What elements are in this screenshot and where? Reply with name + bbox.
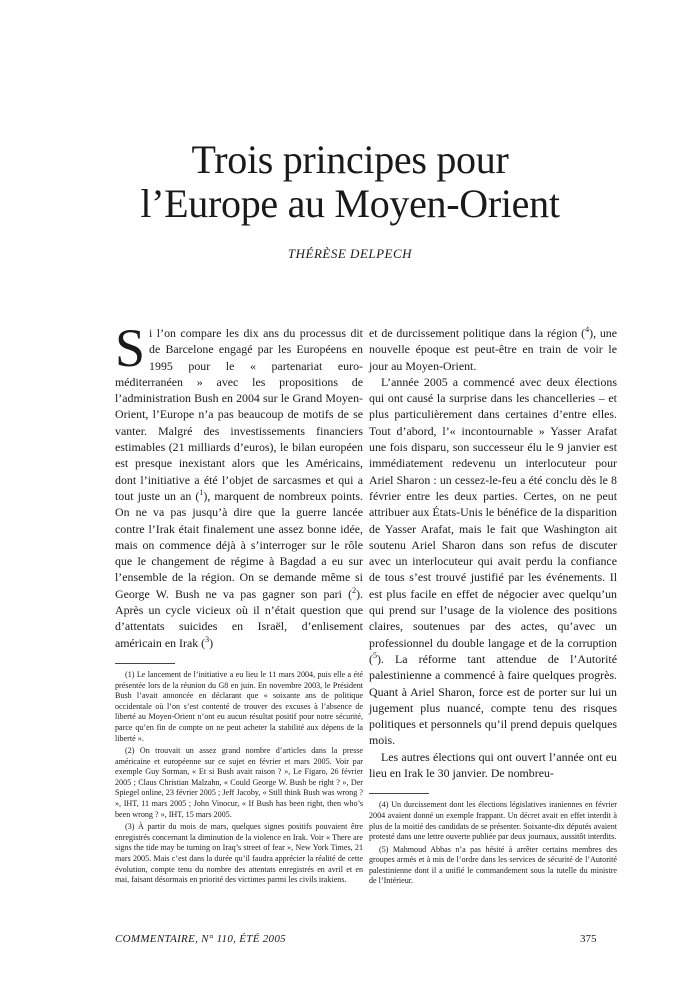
footnote-ref-1[interactable]: 1 bbox=[199, 488, 204, 497]
footnote-ref-3[interactable]: 3 bbox=[205, 634, 210, 644]
footnote-ref-4[interactable]: 4 bbox=[585, 325, 590, 335]
footnote-4: (4) Un durcissement dont les élections législatives iraniennes en février 2004 avaient donné un exemple frappant. Un décret avait en effet interdit à plus de la moitié des candidats de se présenter. Soixante-dix députés avaient protesté dans une lettre ouverte publiée par deux journaux, aussitôt interdits. bbox=[369, 800, 617, 842]
article-title bbox=[60, 138, 640, 226]
left-text-4: ) bbox=[209, 635, 214, 650]
right-paragraph-2 bbox=[369, 374, 617, 749]
left-column bbox=[115, 318, 363, 888]
right-text-4: ). La réforme tant attendue de l’Autorité palestinienne a commencé à faire quelques progrès. Quant à Ariel Sharon, force est de porter sur lui un jugement plus nuancé, compte tenu des risques politiques et personnels qu’il prend depuis quelques mois. bbox=[369, 651, 617, 748]
footnote-divider bbox=[115, 663, 175, 664]
footnote-divider bbox=[369, 793, 429, 794]
left-text-2: ), marquent de nombreux points. On ne va pas jusqu’à dire que la guerre lancée contre l’Irak était finalement une assez bonne idée, mais on commence déjà à s’interroger sur le rôle que le changement de régime à Bagdad a eu sur l’ensemble de la région. On se demande même si George W. Bush ne va pas gagner son pari ( bbox=[115, 488, 363, 601]
right-text-3: L’année 2005 a commencé avec deux élections qui ont causé la surprise dans les chancelleries – et plus particulièrement dans certaines d’entre elles. Tout d’abord, l’« incontournable » Yasser Arafat une fois disparu, son successeur élu le 9 janvier est immédiatement redevenu un interlocuteur pour Ariel Sharon : un cessez-le-feu a été conclu dès le 8 février entre les deux parties. Certes, on ne peut attribuer aux États-Unis le bénéfice de la disparition de Yasser Arafat, mais le fait que Washington ait soutenu Ariel Sharon dans son refus de discuter avec un interlocuteur qui avait perdu la confiance de tous s’est trouvé justifié par les événements. Il est plus facile en effet de négocier avec quelqu’un qui prend sur l’usage de la violence des positions claires, soutenues par des actes, qu’avec un professionnel du double langage et de la corruption ( bbox=[369, 374, 617, 666]
page-number: 375 bbox=[580, 933, 597, 945]
right-column bbox=[369, 325, 617, 889]
title-line-1: Trois principes pour bbox=[191, 137, 509, 182]
footnote-ref-5[interactable]: 5 bbox=[372, 650, 377, 660]
right-text-2: ), une nouvelle époque est peut-être en train de voir le jour au Moyen-Orient. bbox=[369, 326, 618, 373]
author-name: THÉRÈSE DELPECH bbox=[287, 246, 413, 261]
footnote-2: (2) On trouvait un assez grand nombre d’articles dans la presse américaine et européenne sur ce sujet en février et mars 2005. Voir par exemple Guy Sorman, « Et si Bush avait raison ? », Le Figaro, 26 février 2005 ; Claus Christian Malzahn, « Could George W. Bush be right ? », Der Spiegel online, 23 février 2005 ; Jeff Jacoby, « Still think Bush was wrong ? », IHT, 11 mars 2005 ; John Vinocur, « If Bush has been right, then who’s been wrong ? », IHT, 15 mars 2005. bbox=[115, 746, 363, 819]
drop-cap: S bbox=[115, 318, 146, 378]
left-paragraph-1 bbox=[115, 318, 363, 651]
footnote-3: (3) À partir du mois de mars, quelques signes positifs pouvaient être enregistrés concernant la diminution de la violence en Irak. Voir « There are signs the tide may be turning on Iraq’s street of fear », New York Times, 21 mars 2005. Mais c’est dans la durée qu’il faudra apprécier la réalité de cette évolution, compte tenu du nombre des attentats enregistrés en avril et en mai, faisant désormais en priorité des victimes parmi les civils irakiens. bbox=[115, 822, 363, 885]
right-paragraph-1 bbox=[369, 325, 617, 374]
footnote-5: (5) Mahmoud Abbas n’a pas hésité à arrêter certains membres des groupes armés et à mis de l’ordre dans les services de sécurité de l’Autorité palestinienne dont il a unifié le commandement sous la tutelle du ministre de l’Intérieur. bbox=[369, 844, 617, 886]
footnote-1: (1) Le lancement de l’initiative a eu lieu le 11 mars 2004, puis elle a été présentée lors de la réunion du G8 en juin. En novembre 2003, le Président Bush l’avait annoncée en déclarant que « soixante ans de politique occidentale où l’on s’est contenté de trouver des excuses à l’absence de liberté au Moyen-Orient n’ont eu aucun résultat positif pour notre sécurité, parce qu’en fin de compte on ne peut acheter la stabilité aux dépens de la liberté ». bbox=[115, 669, 363, 743]
title-line-2: l’Europe au Moyen-Orient bbox=[140, 181, 560, 226]
right-text-1: et de durcissement politique dans la région ( bbox=[369, 326, 586, 340]
journal-footer: COMMENTAIRE, N° 110, ÉTÉ 2005 bbox=[115, 933, 286, 945]
right-paragraph-3: Les autres élections qui ont ouvert l’année ont eu lieu en Irak le 30 janvier. De nombreu- bbox=[369, 749, 617, 781]
left-footnotes bbox=[115, 670, 363, 886]
footnote-ref-2[interactable]: 2 bbox=[352, 585, 357, 595]
left-text-3: ). Après un cycle vicieux où il n’était question que d’attentats suicides en Israël, d’enlisement américain en Irak ( bbox=[115, 586, 363, 650]
right-footnotes bbox=[369, 800, 617, 887]
left-text-1: i l’on compare les dix ans du processus dit de Barcelone engagé par les Européens en 1995 pour le « partenariat euro-méditerranéen » avec les propositions de l’administration Bush en 2004 sur le Grand Moyen-Orient, l’Europe n’a pas beaucoup de motifs de se vanter. Malgré des investissements financiers estimables (21 milliards d’euros), le bilan européen est presque inexistant alors que les Américains, dont l’initiative a été l’objet de sarcasmes et qui a tout juste un an ( bbox=[115, 326, 363, 503]
